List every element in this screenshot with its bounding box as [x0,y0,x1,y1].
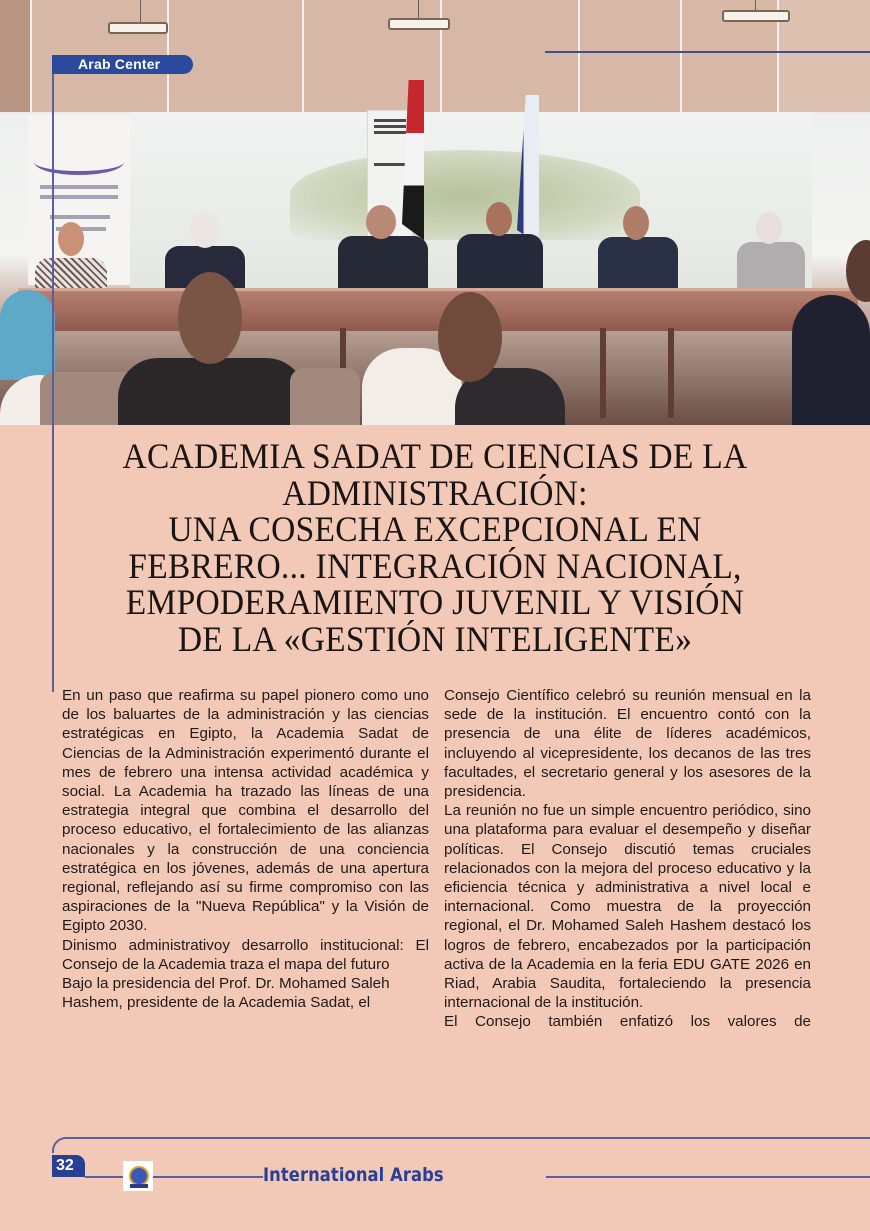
panel-table [18,288,858,331]
article-column-left [62,686,429,1012]
title-line: ACADEMIA SADAT DE CIENCIAS DE LA [122,436,748,476]
footer-divider [153,1176,263,1178]
left-margin-rule [52,55,54,692]
publication-name: International Arabs [263,1164,444,1186]
paragraph: Consejo Científico celebró su reunión mensual en la sede de la institución. El encuentro contó con la presencia de una élite de líderes académicos, incluyendo al vicepresidente, los decanos de las tres facultades, el secretario general y los asesores de la presidencia. [444,687,811,801]
section-tag: Arab Center [52,55,193,74]
article-title [86,438,784,657]
footer-divider [85,1176,123,1178]
title-line: DE LA «GESTIÓN INTELIGENTE» [177,618,693,659]
article-column-right [444,686,811,1032]
paragraph: Bajo la presidencia del Prof. Dr. Mohamed Saleh Hashem, presidente de la Academia Sadat, el [62,975,390,1012]
academy-emblem-icon [123,1161,153,1191]
title-line: ADMINISTRACIÓN: [282,472,588,513]
title-line: FEBRERO... INTEGRACIÓN NACIONAL, [128,545,742,586]
header-rule [545,51,870,53]
footer-rule [52,1137,870,1153]
paragraph: El Consejo también enfatizó los valores de [444,1013,811,1031]
title-line: UNA COSECHA EXCEPCIONAL EN [168,509,702,549]
title-line: EMPODERAMIENTO JUVENIL Y VISIÓN [125,582,745,622]
footer-divider [546,1176,870,1178]
subheading-paragraph: Dinismo administrativoy desarrollo institucional: El Consejo de la Academia traza el mapa del futuro [62,936,429,973]
paragraph: La reunión no fue un simple encuentro periódico, sino una plataforma para evaluar el desempeño y diseñar políticas. El Consejo discutió temas cruciales relacionados con la mejora del proceso educativo y la eficiencia técnica y administrativa a nivel local e internacional. Como muestra de la proyección regional, el Dr. Mohamed Saleh Hashem destacó los logros de febrero, encabezados por la participación activa de la Academia en la feria EDU GATE 2026 en Riad, Arabia Saudita, fortaleciendo la presencia internacional de la institución. [444,802,811,1012]
page-number: 32 [52,1155,85,1177]
paragraph: En un paso que reafirma su papel pionero como uno de los baluartes de la administración y las ciencias estratégicas en Egipto, la Academia Sadat de Ciencias de la Administración experimentó durante el mes de febrero una intensa actividad académica y social. La Academia ha trazado las líneas de una estrategia integral que combina el desarrollo del proceso educativo, el fortalecimiento de las alianzas nacionales y la construcción de una conciencia estratégica en los jóvenes, además de una apertura regional, reflejando así su firme compromiso con las aspiraciones de la "Nueva República" y la Visión de Egipto 2030. [62,687,429,935]
